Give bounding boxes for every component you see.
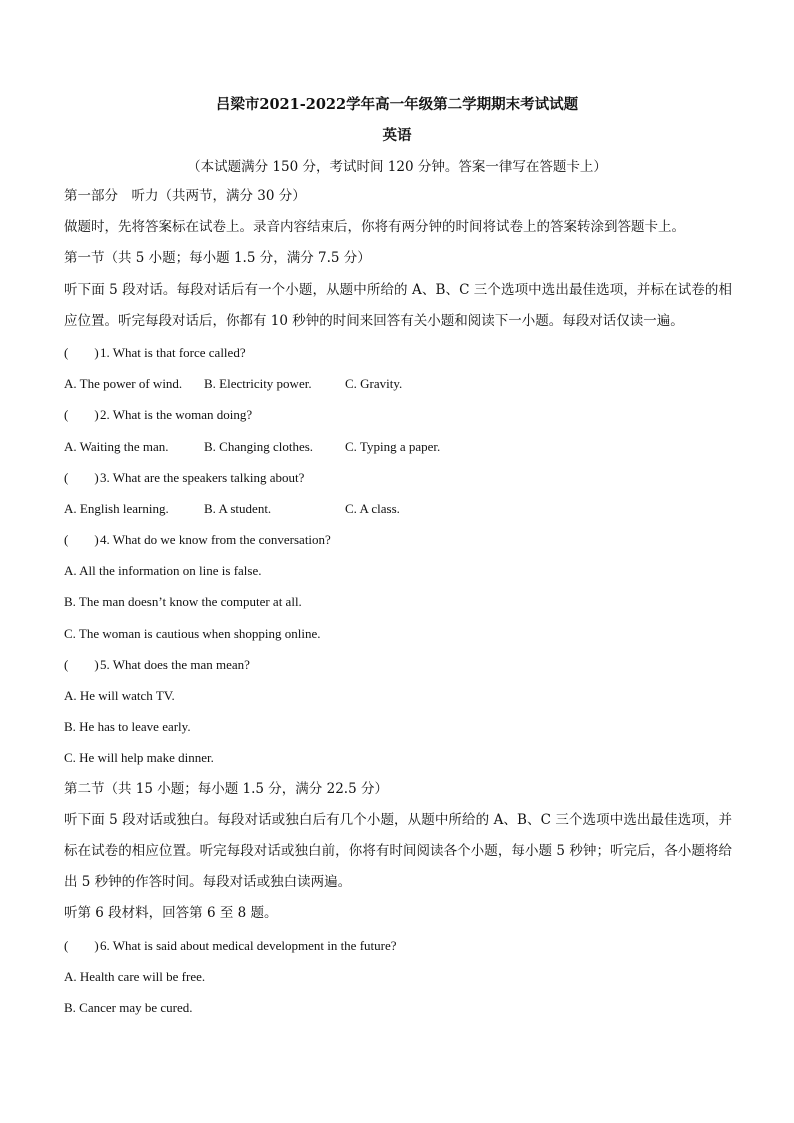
question-stem	[64, 524, 732, 555]
option-b: B. A student.	[204, 500, 272, 516]
answer-paren[interactable]: ( )	[64, 344, 99, 360]
option-b: B. He has to leave early.	[64, 719, 191, 735]
option-c: C. Gravity.	[345, 376, 403, 392]
question-text: 2. What is the woman doing?	[100, 407, 253, 423]
question-options	[64, 368, 732, 399]
question-text: 5. What does the man mean?	[100, 656, 250, 672]
option-a: A. He will watch TV.	[64, 688, 175, 704]
option-b: B. Electricity power.	[204, 376, 312, 392]
part1-heading: 第一部分 听力（共两节，满分 30 分）	[64, 188, 306, 204]
option-b: B. Cancer may be cured.	[64, 999, 193, 1015]
answer-paren[interactable]: ( )	[64, 407, 99, 423]
option-b: B. The man doesn’t know the computer at all.	[64, 594, 302, 610]
answer-paren[interactable]: ( )	[64, 469, 99, 485]
question-options	[64, 493, 732, 524]
exam-note: （本试题满分 150 分，考试时间 120 分钟。答案一律写在答题卡上）	[187, 159, 607, 175]
option-c: C. He will help make dinner.	[64, 750, 214, 766]
answer-paren[interactable]: ( )	[64, 937, 99, 953]
option-b: B. Changing clothes.	[204, 438, 314, 454]
option-a: A. English learning.	[64, 500, 169, 516]
question-stem	[64, 462, 732, 493]
option-c: C. The woman is cautious when shopping online.	[64, 625, 321, 641]
question-stem	[64, 649, 732, 680]
exam-subject: 英语	[382, 127, 412, 144]
exam-title: 吕梁市2021-2022学年高一年级第二学期期末考试试题	[215, 96, 579, 113]
section2-instruction: 听下面 5 段对话或独白。每段对话或独白后有几个小题，从题中所给的 A、B、C 三个选项中选出最佳选项，并标在试卷的相应位置。听完每段对话或独白前，你将有时间阅读各个小题，每小题 5 秒钟；听完后，各小题将给出 5 秒钟的作答时间。每段对话或独白读两遍。	[64, 811, 732, 891]
question-stem	[64, 337, 732, 368]
section2-heading: 第二节（共 15 小题；每小题 1.5 分，满分 22.5 分）	[64, 780, 388, 797]
option-c: C. Typing a paper.	[345, 438, 441, 454]
section1-heading: 第一节（共 5 小题；每小题 1.5 分，满分 7.5 分）	[64, 250, 371, 267]
question-text: 3. What are the speakers talking about?	[100, 469, 305, 485]
question-stem	[64, 930, 732, 961]
option-c: C. A class.	[345, 500, 400, 516]
question-text: 1. What is that force called?	[100, 344, 246, 360]
option-a: A. Waiting the man.	[64, 438, 169, 454]
option-a: A. The power of wind.	[64, 376, 183, 392]
answer-paren[interactable]: ( )	[64, 656, 99, 672]
question-text: 6. What is said about medical development in the future?	[100, 937, 397, 953]
part1-instruction: 做题时，先将答案标在试卷上。录音内容结束后，你将有两分钟的时间将试卷上的答案转涂到答题卡上。	[64, 219, 685, 236]
answer-paren[interactable]: ( )	[64, 532, 99, 548]
question-options	[64, 431, 732, 462]
question-stem	[64, 399, 732, 430]
material-note: 听第 6 段材料，回答第 6 至 8 题。	[64, 905, 278, 922]
question-text: 4. What do we know from the conversation?	[100, 532, 331, 548]
option-a: A. All the information on line is false.	[64, 563, 262, 579]
option-a: A. Health care will be free.	[64, 968, 206, 984]
exam-body	[64, 181, 732, 1023]
section1-instruction: 听下面 5 段对话。每段对话后有一个小题，从题中所给的 A、B、C 三个选项中选出最佳选项，并标在试卷的相应位置。听完每段对话后，你都有 10 秒钟的时间来回答有关小题和阅读下一小题。每段对话仅读一遍。	[64, 281, 732, 329]
